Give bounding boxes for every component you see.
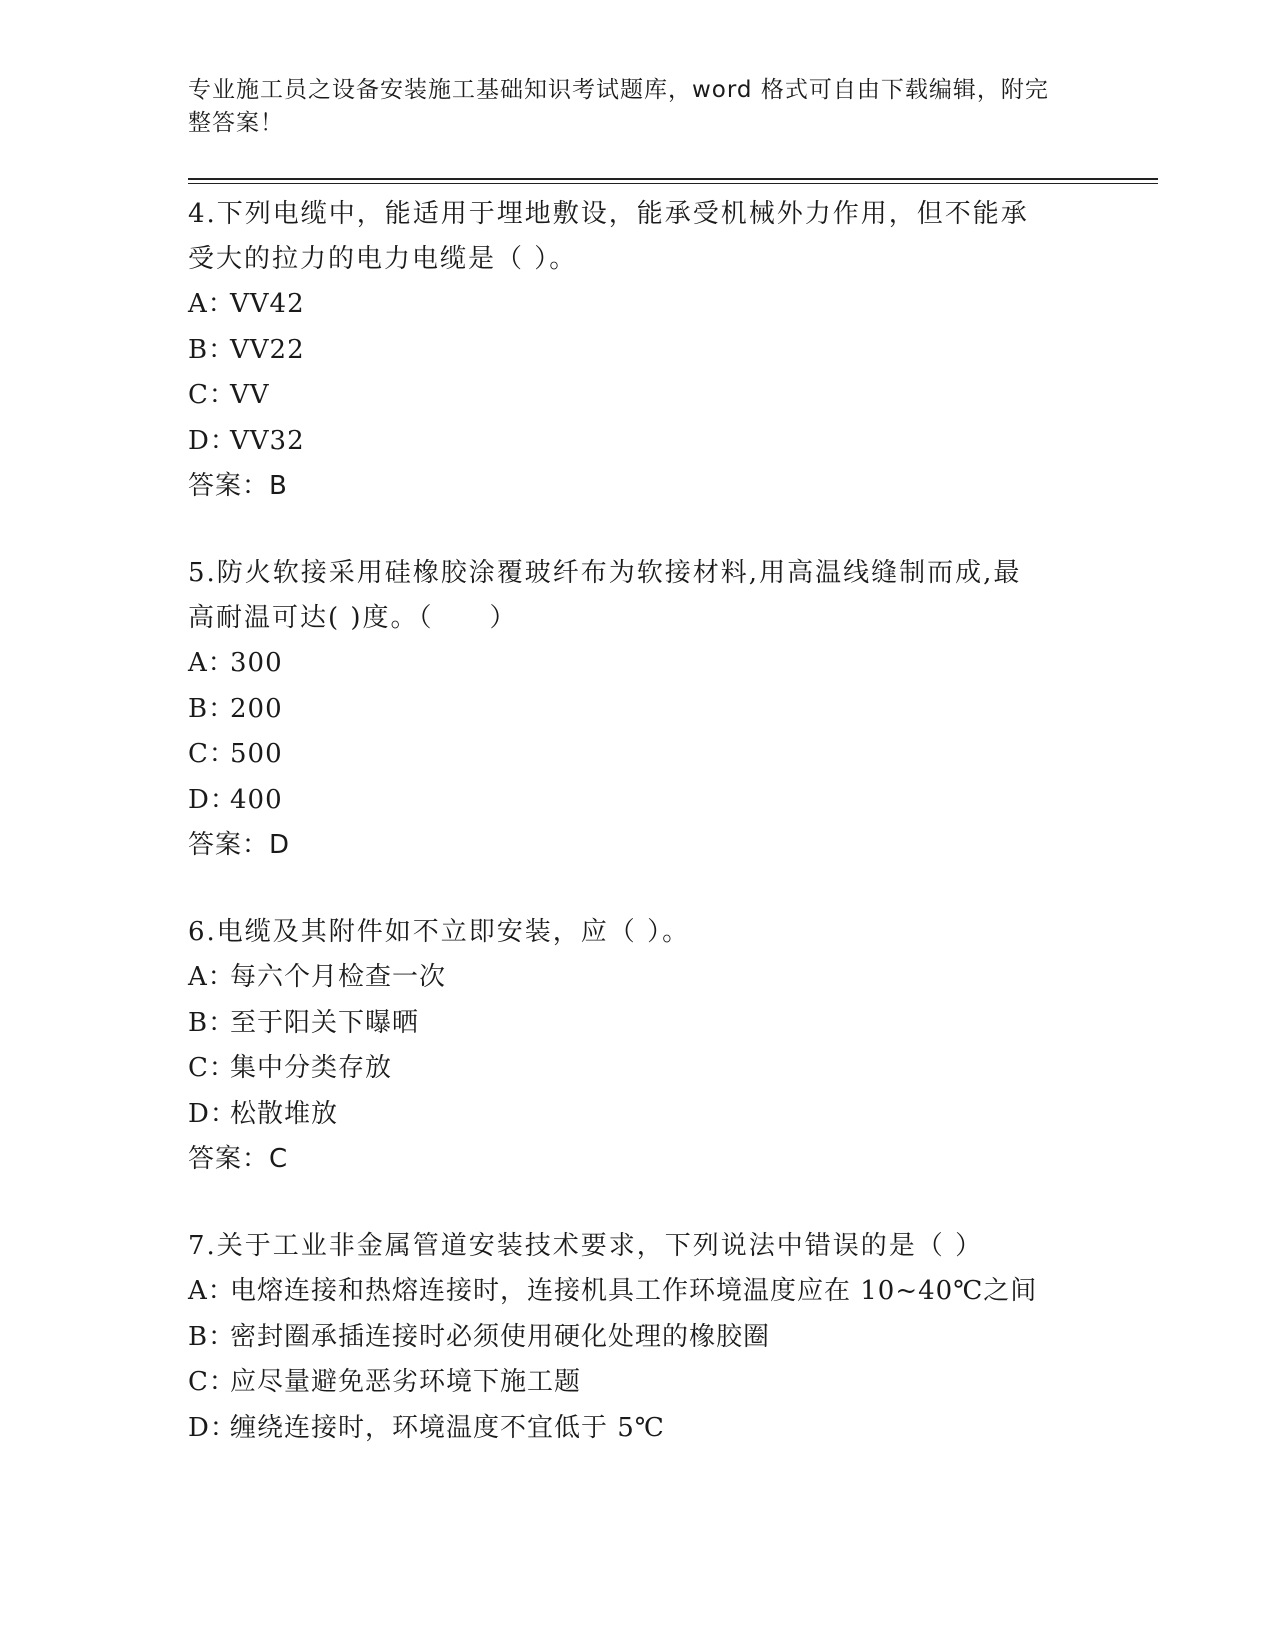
option-text: VV32	[230, 425, 305, 456]
option-d	[188, 1406, 1108, 1452]
question-5	[188, 551, 1108, 868]
option-key: A：	[188, 289, 235, 319]
option-c	[188, 373, 1108, 419]
option-key: B：	[188, 693, 236, 724]
option-text: 电熔连接和热熔连接时，连接机具工作环境温度应在 10~40℃之间	[230, 1276, 1038, 1306]
question-7	[188, 1224, 1108, 1451]
option-key: B：	[188, 334, 236, 365]
option-text: 至于阳关下曝晒	[230, 1007, 420, 1038]
question-4	[188, 192, 1108, 509]
option-a	[188, 1269, 1108, 1315]
answer-line: 答案：B	[188, 471, 288, 501]
document-header	[188, 74, 1068, 140]
option-text: VV42	[230, 289, 305, 319]
option-text: 密封圈承插连接时必须使用硬化处理的橡胶圈	[230, 1321, 771, 1352]
question-stem-continued: 高耐温可达( )度。（ ）	[188, 603, 518, 633]
option-key: A：	[188, 1276, 235, 1306]
option-d	[188, 419, 1108, 465]
option-d	[188, 1092, 1108, 1138]
option-text: 500	[230, 739, 283, 769]
option-key: D：	[188, 1098, 237, 1129]
option-a	[188, 641, 1108, 687]
option-text: 缠绕连接时，环境温度不宜低于 5℃	[230, 1412, 665, 1443]
question-stem: 7.关于工业非金属管道安装技术要求，下列说法中错误的是（ ）	[188, 1231, 984, 1261]
question-stem: 6.电缆及其附件如不立即安装，应（ ）。	[188, 917, 691, 947]
option-text: VV	[230, 380, 270, 410]
option-key: A：	[188, 648, 235, 678]
header-line-2: 整答案！	[188, 110, 284, 136]
option-key: D：	[188, 784, 237, 815]
option-text: VV22	[230, 334, 305, 365]
question-stem: 4.下列电缆中，能适用于埋地敷设，能承受机械外力作用，但不能承	[188, 199, 1029, 229]
option-c	[188, 1046, 1108, 1092]
option-key: C：	[188, 380, 236, 410]
option-b	[188, 687, 1108, 733]
question-stem: 5.防火软接采用硅橡胶涂覆玻纤布为软接材料,用高温线缝制而成,最	[188, 558, 1022, 588]
option-text: 松散堆放	[230, 1098, 339, 1129]
header-divider	[188, 178, 1158, 180]
header-divider-thin	[188, 183, 1158, 184]
option-text: 300	[230, 648, 283, 678]
option-key: A：	[188, 962, 235, 992]
option-text: 400	[230, 784, 283, 815]
option-text: 集中分类存放	[230, 1053, 393, 1083]
option-b	[188, 1315, 1108, 1361]
answer-line: 答案：D	[188, 830, 291, 860]
header-line-1: 专业施工员之设备安装施工基础知识考试题库，word 格式可自由下载编辑，附完	[188, 77, 1049, 103]
answer-line: 答案：C	[188, 1144, 289, 1174]
option-a	[188, 282, 1108, 328]
option-d	[188, 778, 1108, 824]
option-key: B：	[188, 1321, 236, 1352]
option-b	[188, 328, 1108, 374]
option-text: 应尽量避免恶劣环境下施工题	[230, 1367, 582, 1397]
option-key: C：	[188, 1053, 236, 1083]
question-list	[188, 192, 1108, 1451]
option-key: D：	[188, 425, 237, 456]
option-key: C：	[188, 1367, 236, 1397]
option-a	[188, 955, 1108, 1001]
option-key: B：	[188, 1007, 236, 1038]
option-c	[188, 1360, 1108, 1406]
option-c	[188, 732, 1108, 778]
question-stem-continued: 受大的拉力的电力电缆是（ ）。	[188, 244, 578, 274]
question-6	[188, 910, 1108, 1182]
option-text: 200	[230, 693, 283, 724]
option-b	[188, 1001, 1108, 1047]
option-text: 每六个月检查一次	[230, 962, 447, 992]
option-key: D：	[188, 1412, 237, 1443]
option-key: C：	[188, 739, 236, 769]
